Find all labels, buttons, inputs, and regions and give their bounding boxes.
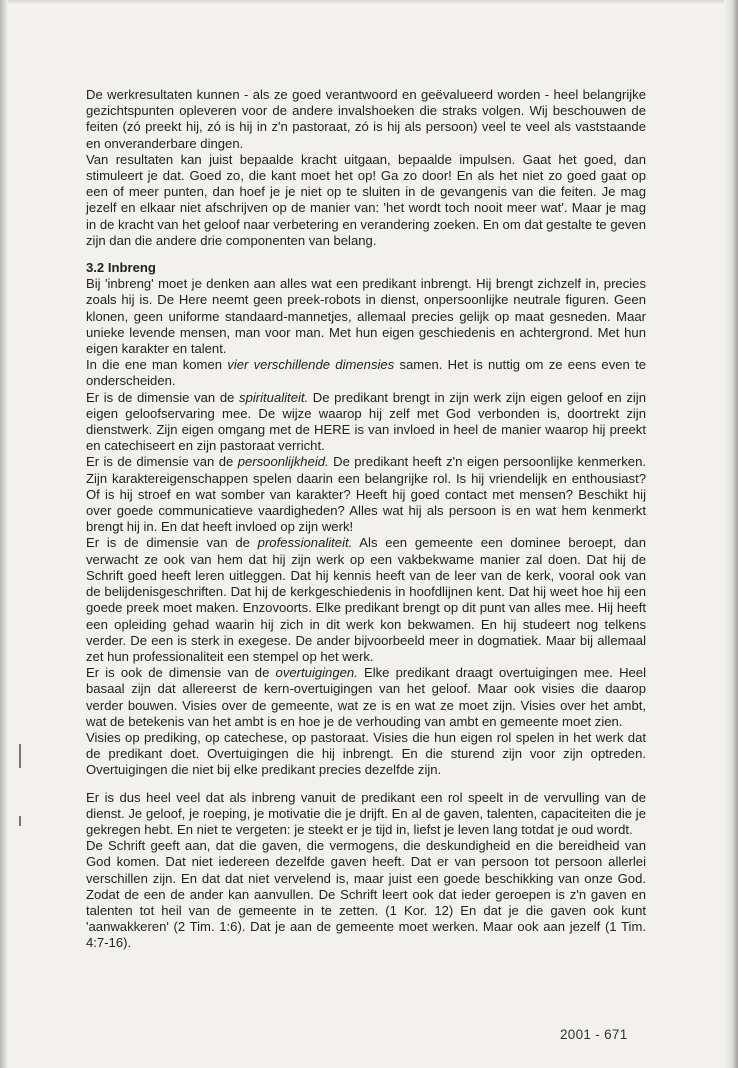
dimension-professionaliteit <box>86 535 646 665</box>
emphasis: persoonlijkheid. <box>237 454 329 470</box>
paragraph: De Schrift geeft aan, dat die gaven, die vermogens, die deskundigheid en die bereidheid van God komen. Dat niet iedereen dezelfde gaven heeft. Dat er van persoon tot persoon allerlei verschillen zijn. En dat dat niet vervelend is, maar juist een goede beschikking van onze God. Zodat de een de ander kan aanvullen. De Schrift leert ook dat ieder geroepen is z'n gaven en talenten tot heil van de gemeente in te zetten. (1 Kor. 12) En dat je die gaven ook kunt 'aanwakkeren' (2 Tim. 1:6). Dat je aan de gemeente moet werken. Maar ook aan jezelf (1 Tim. 4:7-16). <box>86 838 646 951</box>
document-page <box>86 87 646 952</box>
text-run: samen. Het is nuttig om ze eens even te onderscheiden. <box>86 357 646 389</box>
text-run: Elke predikant draagt overtuigingen mee. Heel basaal zijn dat allereerst de kern-overtuigingen van het geloof. Maar ook visies die daarop verder bouwen. Visies over de gemeente, wat ze is en wat ze moet zijn. Visies over het ambt, wat de betekenis van het ambt is en hoe je de verhouding van ambt en gemeente moet zien. <box>86 665 646 729</box>
text-run: Er is de dimensie van de <box>86 535 258 551</box>
dimension-persoonlijkheid <box>86 454 646 535</box>
scan-left-shadow <box>0 0 8 1068</box>
scan-right-shadow <box>724 0 738 1068</box>
emphasis: spiritualiteit. <box>239 389 309 405</box>
text-run: Er is de dimensie van de <box>86 454 238 470</box>
emphasis: overtuigingen. <box>275 665 358 681</box>
page-number: 2001 - 671 <box>560 1027 628 1042</box>
paragraph: De werkresultaten kunnen - als ze goed verantwoord en geëvalueerd worden - heel belangrijke gezichtspunten opleveren voor de andere invalshoeken die straks volgen. Wij beschouwen de feiten (zó preekt hij, zó is hij in z'n pastoraat, zó is hij als persoon) veel te veel als vaststaande en onveranderbare dingen. <box>86 87 646 151</box>
margin-mark <box>19 816 21 826</box>
dimension-overtuigingen <box>86 665 646 730</box>
text-run: De predikant heeft z'n eigen persoonlijke kenmerken. Zijn karaktereigenschappen spelen daarin een belangrijke rol. Is hij vriendelijk en enthousiast? Of is hij stroef en wat somber van karakter? Heeft hij goed contact met mensen? Beschikt hij over goede communicatieve vaardigheden? Alles wat hij als persoon is en wat hem kenmerkt brengt hij in. En dat heeft invloed op zijn werk! <box>86 454 646 535</box>
text-run: Als een gemeente een dominee beroept, dan verwacht ze ook van hem dat hij zijn werk op een vakbekwame manier zal doen. Dat hij de Schrift goed heeft leren uitleggen. Dat hij kennis heeft van de leer van de kerk, vooral ook van de belijdenisgeschriften. Dat hij de kerkgeschiedenis in hoofdlijnen kent. Dat hij weet hoe hij een goede preek moet maken. Enzovoorts. Elke predikant brengt op dit punt van alles mee. Hij heeft een opleiding gehad waarin hij zich in dit werk kon bekwamen. En hij studeert nog telkens verder. De een is sterk in exegese. De ander bijvoorbeeld meer in dogmatiek. Maar bij allemaal zet hun professionaliteit een stempel op het werk. <box>86 535 646 664</box>
paragraph: Bij 'inbreng' moet je denken aan alles wat een predikant inbrengt. Hij brengt zichzelf in, precies zoals hij is. De Here neemt geen preek-robots in dienst, onpersoonlijke neutrale figuren. Geen klonen, geen uniforme standaard-mannetjes, allemaal precies gelijk op maat gesneden. Maar unieke levende mensen, man voor man. Met hun eigen geschiedenis en achtergrond. Met hun eigen karakter en talent. <box>86 276 646 357</box>
scan-top-shadow <box>0 0 738 4</box>
margin-mark <box>19 744 21 768</box>
paragraph: Er is dus heel veel dat als inbreng vanuit de predikant een rol speelt in de vervulling van de dienst. Je geloof, je roeping, je motivatie die je drijft. En al de gaven, talenten, capaciteiten die je gekregen hebt. En niet te vergeten: je steekt er je tijd in, liefst je leven lang totdat je oud wordt. <box>86 789 646 837</box>
dimension-spiritualiteit <box>86 390 646 455</box>
emphasis: vier verschillende dimensies <box>227 357 395 373</box>
text-run: De predikant brengt in zijn werk zijn eigen geloof en zijn eigen geloofservaring mee. De wijze waarop hij zelf met God verbonden is, doortrekt zijn dienstwerk. Zijn eigen omgang met de HERE is van invloed in heel de manier waarop hij preekt en catechiseert en zijn pastoraat verricht. <box>86 389 646 454</box>
text-run: In die ene man komen <box>86 357 228 373</box>
text-run: Er is ook de dimensie van de <box>86 665 276 681</box>
section-heading: 3.2 Inbreng <box>86 260 156 276</box>
text-run: Er is de dimensie van de <box>86 389 240 405</box>
paragraph: Visies op prediking, op catechese, op pastoraat. Visies die hun eigen rol spelen in het werk dat de predikant doet. Overtuigingen die hij inbrengt. En die sturend zijn voor zijn optreden. Overtuigingen die niet bij elke predikant precies dezelfde zijn. <box>86 729 646 778</box>
paragraph <box>86 357 646 389</box>
emphasis: professionaliteit. <box>257 535 353 551</box>
paragraph: Van resultaten kan juist bepaalde kracht uitgaan, bepaalde impulsen. Gaat het goed, dan stimuleert je dat. Goed zo, die kant moet het op! Ga zo door! En als het niet zo goed gaat op een of meer punten, dan hoef je je niet op te sluiten in de gevangenis van die feiten. Je mag jezelf en elkaar niet afschrijven op de manier van: 'het wordt toch nooit meer wat'. Maar je mag in de kracht van het geloof naar verbetering en verandering zoeken. En om dat gestalte te geven zijn dan die andere drie componenten van belang. <box>86 151 646 248</box>
